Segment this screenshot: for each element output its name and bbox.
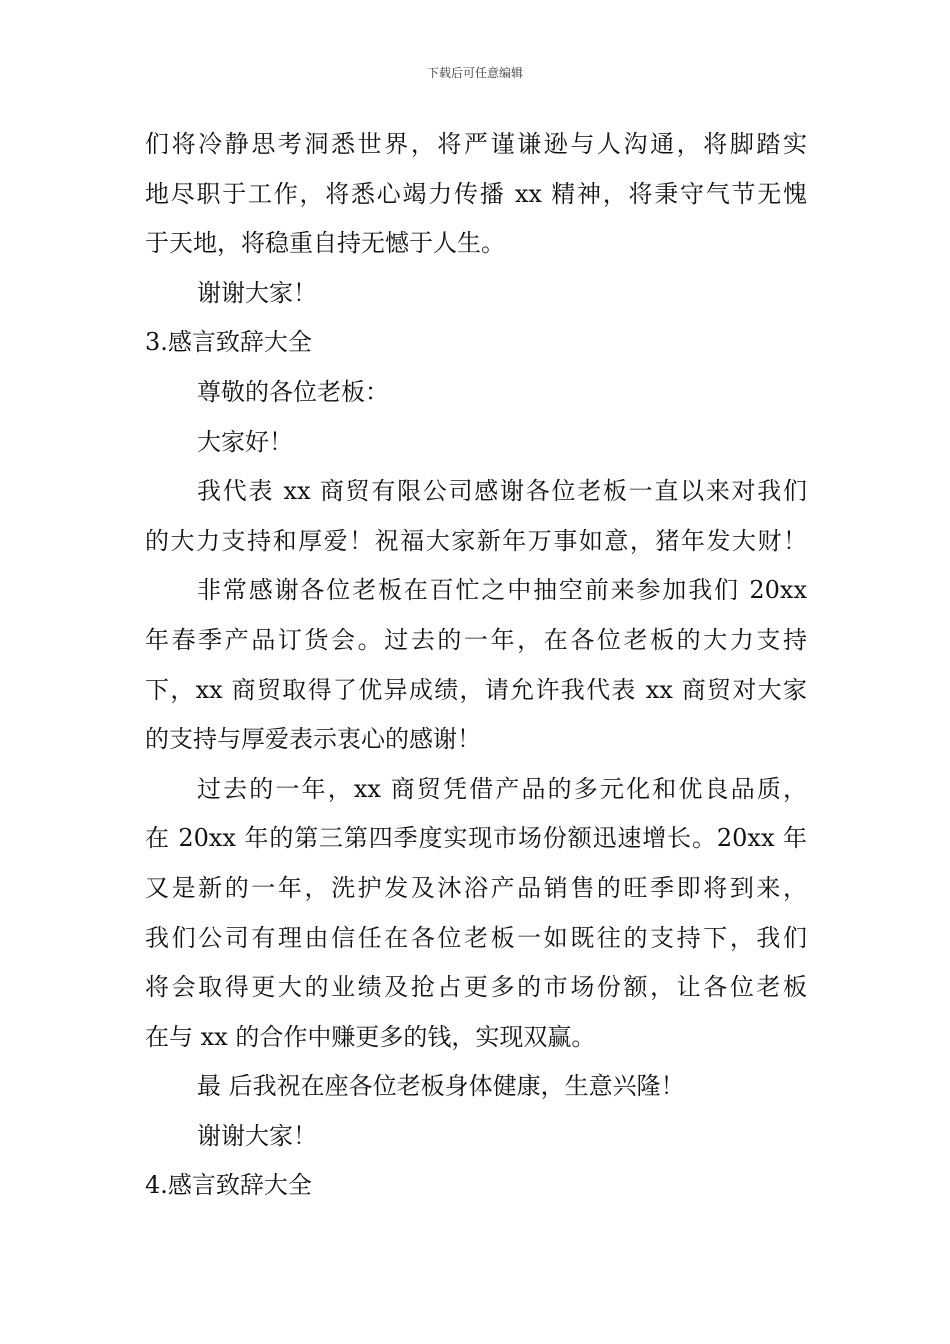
text-line: 我们公司有理由信任在各位老板一如既往的支持下，我们 — [145, 923, 807, 952]
text-line: 谢谢大家！ — [197, 278, 317, 307]
text-line: 于天地，将稳重自持无憾于人生。 — [145, 229, 505, 258]
text-line: 4.感言致辞大全 — [145, 1171, 312, 1200]
text-line: 在 20xx 年的第三第四季度实现市场份额迅速增长。20xx 年 — [145, 824, 807, 853]
text-line: 非常感谢各位老板在百忙之中抽空前来参加我们 20xx — [197, 576, 807, 605]
document-body — [145, 128, 807, 1219]
text-line: 过去的一年，xx 商贸凭借产品的多元化和优良品质， — [197, 774, 807, 803]
page-header: 下载后可任意编辑 — [426, 66, 523, 80]
text-line: 的支持与厚爱表示衷心的感谢！ — [145, 725, 481, 754]
text-line: 年春季产品订货会。过去的一年，在各位老板的大力支持 — [145, 625, 807, 654]
text-line: 最 后我祝在座各位老板身体健康，生意兴隆！ — [197, 1072, 685, 1101]
text-line: 尊敬的各位老板： — [197, 377, 389, 406]
text-line: 我代表 xx 商贸有限公司感谢各位老板一直以来对我们 — [197, 477, 807, 506]
text-line: 3.感言致辞大全 — [145, 328, 312, 357]
text-line: 们将冷静思考洞悉世界，将严谨谦逊与人沟通，将脚踏实 — [145, 130, 807, 158]
text-line: 大家好！ — [197, 427, 293, 456]
text-line: 在与 xx 的合作中赚更多的钱，实现双赢。 — [145, 1022, 596, 1051]
text-line: 的大力支持和厚爱！祝福大家新年万事如意，猪年发大财！ — [145, 526, 807, 555]
text-line: 地尽职于工作，将悉心竭力传播 xx 精神，将秉守气节无愧 — [145, 179, 807, 208]
text-line: 又是新的一年，洗护发及沐浴产品销售的旺季即将到来， — [145, 873, 807, 902]
text-line: 谢谢大家！ — [197, 1121, 317, 1150]
text-line: 下，xx 商贸取得了优异成绩，请允许我代表 xx 商贸对大家 — [145, 675, 807, 704]
text-line: 将会取得更大的业绩及抢占更多的市场份额，让各位老板 — [145, 973, 807, 1002]
